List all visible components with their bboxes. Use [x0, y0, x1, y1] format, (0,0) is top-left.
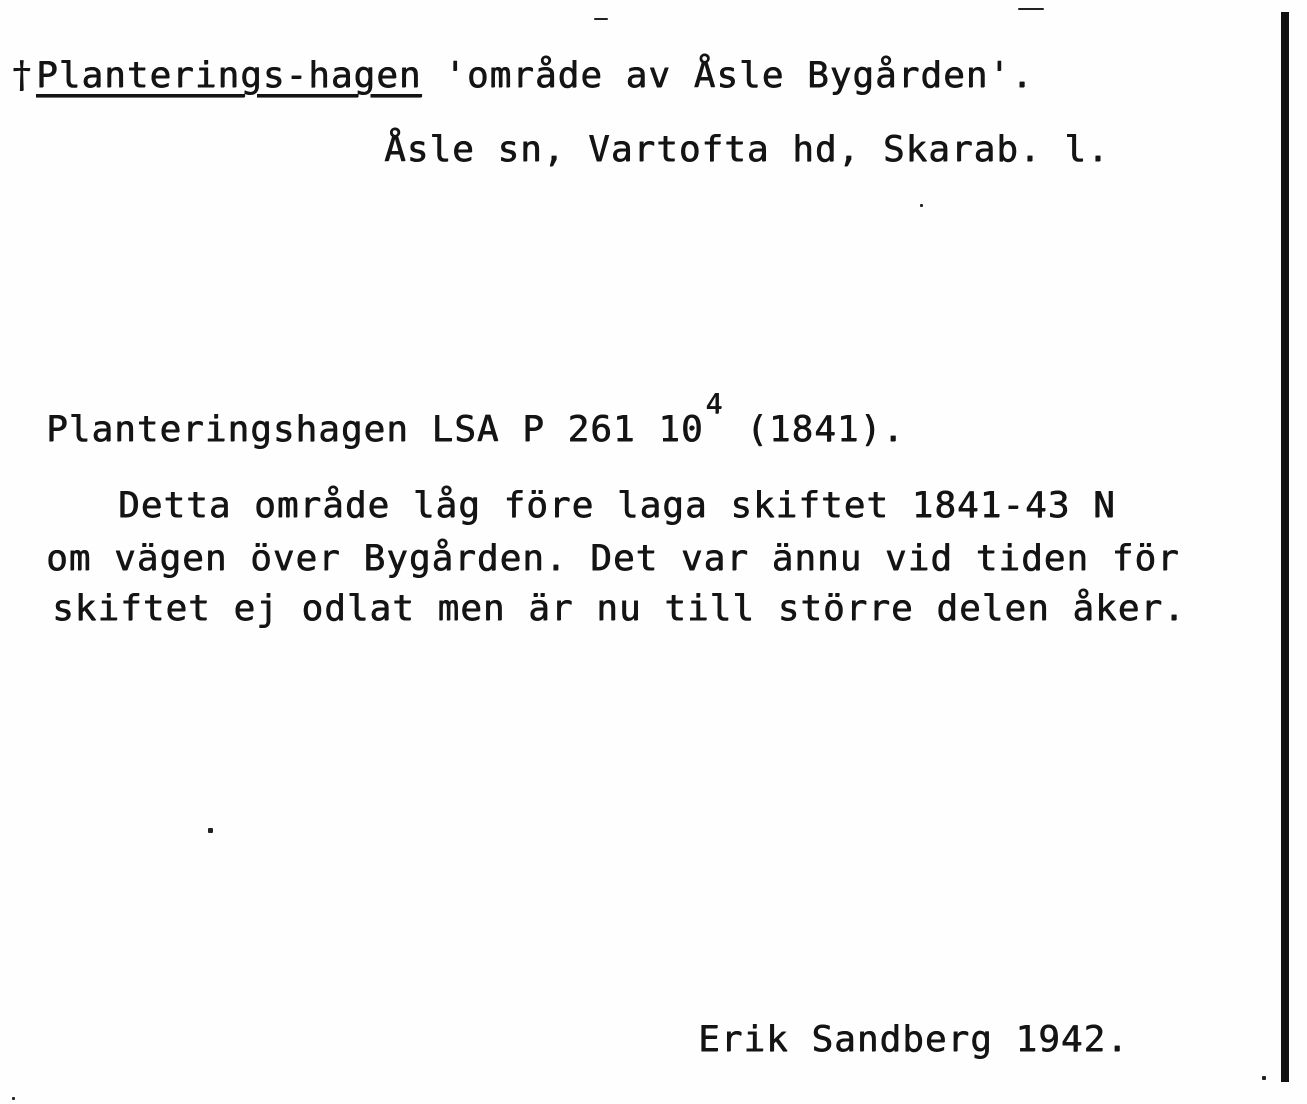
source-line — [46, 387, 905, 452]
card-edge-line — [1281, 12, 1289, 1082]
dagger-mark: † — [12, 55, 32, 96]
speck — [594, 18, 608, 20]
source-year: (1841). — [746, 409, 905, 450]
heading-gloss: 'område av Åsle Bygården'. — [444, 55, 1034, 96]
speck — [920, 204, 923, 207]
heading-line — [8, 56, 1034, 96]
speck — [12, 1097, 15, 1100]
speck — [208, 828, 213, 833]
speck — [1262, 1076, 1266, 1080]
body-text-line: om vägen över Bygården. Det var ännu vid tiden för — [46, 538, 1180, 579]
signature-line: Erik Sandberg 1942. — [698, 1019, 1129, 1060]
headword: Planterings-hagen — [36, 55, 422, 96]
location-line: Åsle sn, Vartofta hd, Skarab. l. — [384, 129, 1110, 170]
source-text: Planteringshagen LSA P 261 10 — [46, 409, 704, 450]
speck — [1018, 8, 1044, 10]
body-text-line: skiftet ej odlat men är nu till större delen åker. — [52, 588, 1186, 629]
source-superscript: 4 — [705, 387, 724, 420]
body-text-line: Detta område låg före laga skiftet 1841-43 N — [118, 485, 1116, 526]
